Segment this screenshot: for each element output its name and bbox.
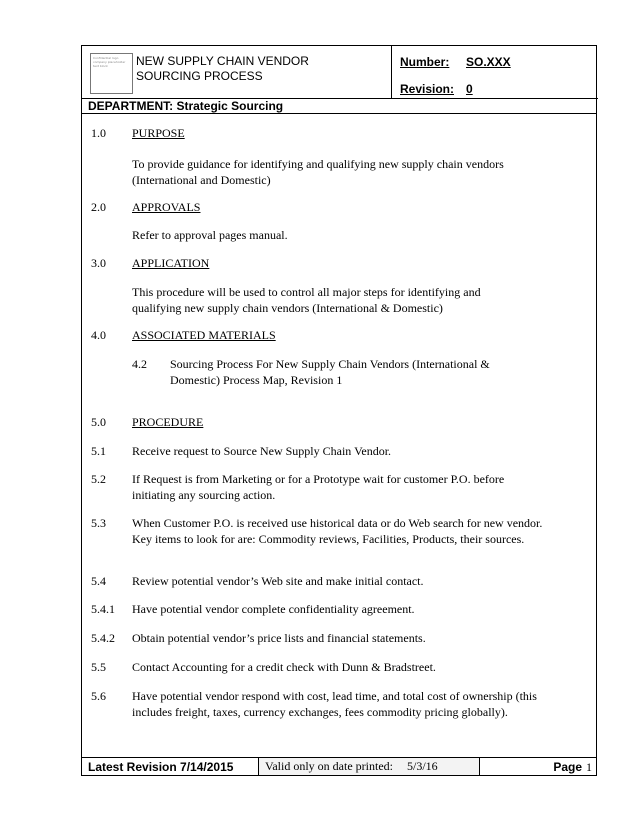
step-number: 5.4.2 (91, 631, 115, 645)
valid-label: Valid only on date printed: (265, 759, 393, 773)
valid-date-box (258, 757, 480, 776)
step-number: 5.6 (91, 689, 106, 703)
section-heading: PURPOSE (132, 126, 185, 140)
step-number: 5.5 (91, 660, 106, 674)
header-divider (391, 46, 392, 98)
step-number: 5.4.1 (91, 602, 115, 616)
page-number: 1 (586, 760, 592, 774)
step-text: Contact Accounting for a credit check with Dunn & Bradstreet. (132, 660, 436, 674)
section-number: 1.0 (91, 126, 106, 140)
step-text: Review potential vendor’s Web site and make initial contact. (132, 574, 424, 588)
step-text: Obtain potential vendor’s price lists and financial statements. (132, 631, 426, 645)
document-title: NEW SUPPLY CHAIN VENDOR SOURCING PROCESS (136, 54, 309, 83)
section-number: 3.0 (91, 256, 106, 270)
section-number: 5.0 (91, 415, 106, 429)
company-logo: Confidential logo company placeholder text block (90, 53, 133, 94)
latest-revision: Latest Revision 7/14/2015 (88, 760, 234, 774)
section-heading: PROCEDURE (132, 415, 204, 429)
step-number: 5.2 (91, 472, 106, 486)
page-label: Page (553, 760, 582, 774)
subsection-text: Sourcing Process For New Supply Chain Vendors (International & Domestic) Process Map, Revision 1 (170, 357, 490, 387)
section-heading: ASSOCIATED MATERIALS (132, 328, 276, 342)
number-label: Number: (400, 55, 450, 69)
section-text: Refer to approval pages manual. (132, 228, 288, 242)
step-text: Have potential vendor complete confidentiality agreement. (132, 602, 415, 616)
step-text: Have potential vendor respond with cost, lead time, and total cost of ownership (this includes freight, taxes, currency exchanges, fees commodity pricing globally). (132, 689, 537, 719)
printed-date: 5/3/16 (407, 759, 438, 773)
step-text: If Request is from Marketing or for a Prototype wait for customer P.O. before initiating any sourcing action. (132, 472, 505, 502)
department-label: DEPARTMENT: Strategic Sourcing (88, 99, 284, 113)
step-text: Receive request to Source New Supply Chain Vendor. (132, 444, 392, 458)
document-footer (81, 757, 597, 776)
step-text: When Customer P.O. is received use historical data or do Web search for new vendor. Key items to look for are: Commodity reviews, Facilities, Products, their sources. (132, 516, 543, 546)
number-value: SO.XXX (466, 55, 511, 69)
section-number: 2.0 (91, 200, 106, 214)
step-number: 5.3 (91, 516, 106, 530)
section-number: 4.0 (91, 328, 106, 342)
revision-value: 0 (466, 82, 473, 96)
document-header (81, 45, 597, 114)
step-number: 5.1 (91, 444, 106, 458)
subsection-number: 4.2 (132, 357, 147, 371)
step-number: 5.4 (91, 574, 106, 588)
section-text: To provide guidance for identifying and qualifying new supply chain vendors (International and Domestic) (132, 157, 504, 187)
revision-label: Revision: (400, 82, 455, 96)
section-text: This procedure will be used to control all major steps for identifying and qualifying new supply chain vendors (International & Domestic) (132, 285, 481, 315)
section-heading: APPROVALS (132, 200, 201, 214)
section-heading: APPLICATION (132, 256, 210, 270)
